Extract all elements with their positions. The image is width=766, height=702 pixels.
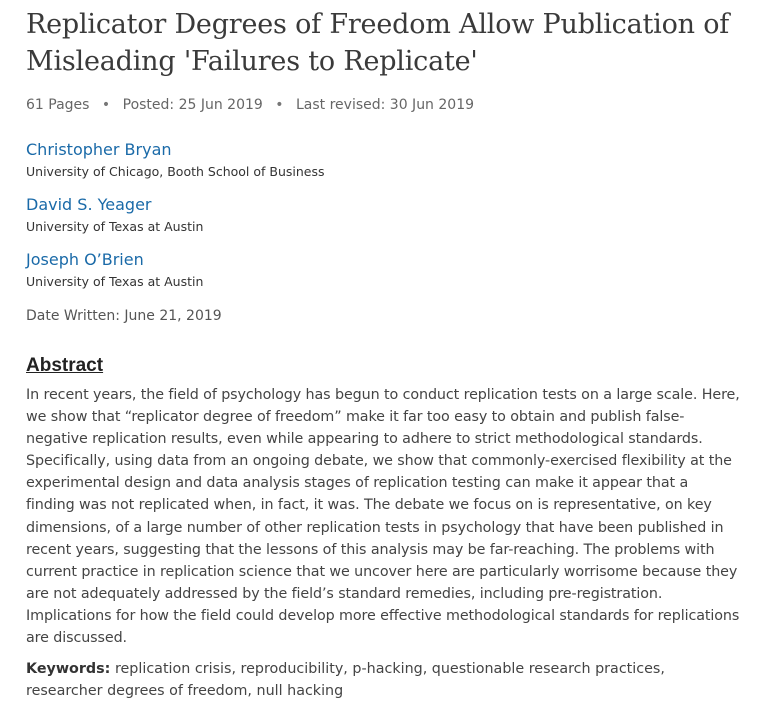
abstract-text: In recent years, the field of psychology has begun to conduct replication tests on a large scale. Here, we show that “replicator degree of freedom” make it far too easy to obtain and publish false-negative replication results, even while appearing to adhere to strict methodological standards. Specifically, using data from an ongoing debate, we show that commonly-exercised flexibility at the experimental design and data analysis stages of replication testing can make it appear that a finding was not replicated when, in fact, it was. The debate we focus on is representative, on key dimensions, of a large number of other replication tests in psychology that have been published in recent years, suggesting that the lessons of this analysis may be far-reaching. The problems with current practice in replication science that we uncover here are particularly worrisome because they are not adequately addressed by the field’s standard remedies, including pre-registration. Implications for how the field could develop more effective methodological standards for replications are discussed. xyxy=(26,387,740,647)
author-affiliation: University of Chicago, Booth School of Business xyxy=(26,164,325,179)
author-link-obrien[interactable]: Joseph O’Brien xyxy=(26,250,144,269)
posted-date: Posted: 25 Jun 2019 xyxy=(122,97,263,113)
date-written: Date Written: June 21, 2019 xyxy=(26,308,222,324)
abstract-heading: Abstract xyxy=(26,355,104,376)
keywords-list: replication crisis, reproducibility, p-hacking, questionable research practices, researcher degrees of freedom, null hacking xyxy=(26,661,665,700)
author-link-yeager[interactable]: David S. Yeager xyxy=(26,195,152,214)
author-block xyxy=(26,139,740,181)
author-block xyxy=(26,194,740,236)
meta-separator: • xyxy=(101,97,111,113)
author-block xyxy=(26,249,740,291)
author-affiliation: University of Texas at Austin xyxy=(26,219,204,234)
page-count: 61 Pages xyxy=(26,97,90,113)
keywords xyxy=(26,658,740,702)
author-affiliation: University of Texas at Austin xyxy=(26,274,204,289)
paper-meta xyxy=(26,95,740,115)
author-link-bryan[interactable]: Christopher Bryan xyxy=(26,140,172,159)
paper-title: Replicator Degrees of Freedom Allow Publication of Misleading 'Failures to Replicate' xyxy=(26,9,730,77)
meta-separator: • xyxy=(275,97,284,113)
keywords-label: Keywords: xyxy=(26,661,111,678)
revised-date: Last revised: 30 Jun 2019 xyxy=(295,97,475,113)
